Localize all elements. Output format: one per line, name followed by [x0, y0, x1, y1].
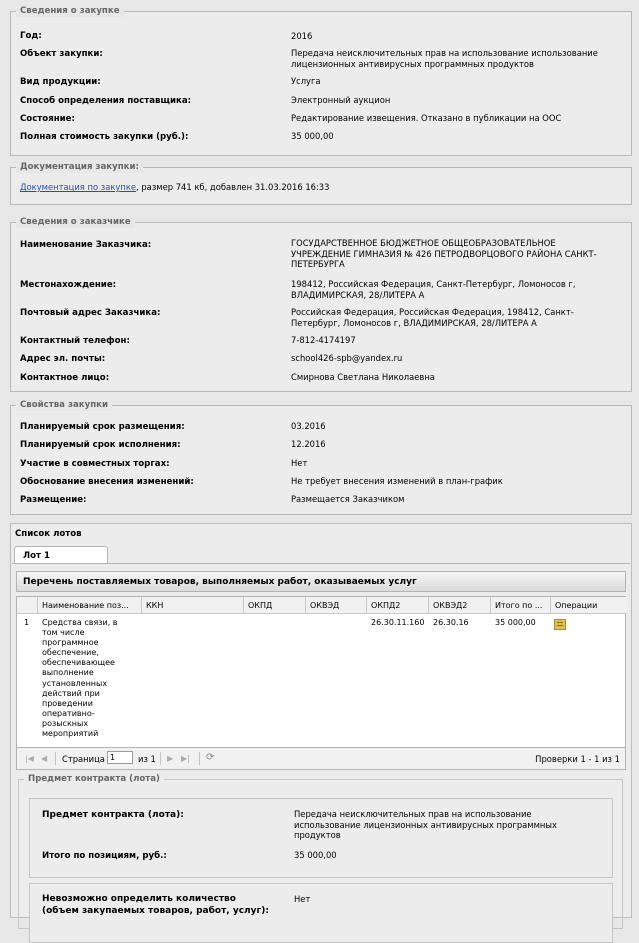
cost-label: Полная стоимость закупки (руб.): — [20, 132, 189, 142]
justification-label: Обоснование внесения изменений: — [20, 477, 194, 487]
pager-separator — [199, 752, 200, 765]
joint-tenders-value: Нет — [291, 458, 308, 468]
row-name-line: обеспечение, — [42, 648, 99, 658]
contract-legend: Предмет контракта (лота) — [24, 774, 164, 785]
col-okved[interactable]: ОКВЭД — [306, 597, 367, 614]
grid-pager — [16, 748, 626, 770]
lots-panel — [10, 523, 632, 918]
joint-tenders-label: Участие в совместных торгах: — [20, 459, 170, 469]
year-value: 2016 — [291, 31, 313, 41]
col-num — [17, 597, 38, 614]
phone-label: Контактный телефон: — [20, 336, 130, 346]
documentation-info: , размер 741 кб, добавлен 31.03.2016 16:33 — [136, 182, 330, 192]
row-name-line: выполнение — [42, 668, 94, 678]
properties-section — [10, 400, 632, 515]
first-page-icon[interactable]: |◀ — [25, 754, 34, 763]
contact-label: Контактное лицо: — [20, 373, 110, 383]
subject-value: Передача неисключительных прав на использование использование лицензионных антивирусных программных продуктов — [294, 809, 557, 841]
procurement-section — [10, 6, 632, 156]
method-label: Способ определения поставщика: — [20, 96, 192, 106]
col-name[interactable]: Наименование поз... — [38, 597, 142, 614]
row-name-line: розыскных — [42, 718, 89, 728]
execution-date-label: Планируемый срок исполнения: — [20, 440, 181, 450]
customer-legend: Сведения о заказчике — [16, 217, 135, 228]
state-value: Редактирование извещения. Отказано в публикации на ООС — [291, 113, 562, 123]
records-count: Проверки 1 - 1 из 1 — [535, 754, 620, 764]
row-name-line: действий при — [42, 688, 100, 698]
row-name-line: том числе — [42, 628, 85, 638]
row-name-line: Средства связи, в — [42, 618, 118, 627]
items-total-label: Итого по позициям, руб.: — [42, 851, 167, 861]
customer-name-value: ГОСУДАРСТВЕННОЕ БЮДЖЕТНОЕ ОБЩЕОБРАЗОВАТЕЛЬНОЕ УЧРЕЖДЕНИЕ ГИМНАЗИЯ № 426 ПЕТРОДВОРЦОВОГО РАЙОНА САНКТ-ПЕТЕРБУРГА — [291, 238, 597, 270]
col-okpd[interactable]: ОКПД — [244, 597, 306, 614]
email-value: school426-spb@yandex.ru — [291, 353, 403, 363]
page-input[interactable] — [107, 751, 133, 764]
tab-divider — [12, 563, 630, 564]
pager-separator — [55, 752, 56, 765]
location-label: Местонахождение: — [20, 280, 117, 290]
next-page-icon[interactable]: ▶ — [167, 754, 174, 763]
contact-value: Смирнова Светлана Николаевна — [291, 372, 435, 382]
col-operations[interactable]: Операции — [551, 597, 627, 614]
quantity-value: Нет — [294, 894, 311, 904]
location-value: 198412, Российская Федерация, Санкт-Петербург, Ломоносов г, ВЛАДИМИРСКАЯ, 28/ЛИТЕРА А — [291, 279, 576, 300]
documentation-link[interactable]: Документация по закупке — [20, 182, 137, 192]
phone-value: 7-812-4174197 — [291, 335, 356, 345]
col-okpd2[interactable]: ОКПД2 — [367, 597, 429, 614]
product-type-value: Услуга — [291, 76, 321, 86]
year-label: Год: — [20, 31, 42, 41]
procurement-legend: Сведения о закупке — [16, 6, 124, 17]
subject-label: Предмет контракта (лота): — [42, 810, 184, 820]
cost-value: 35 000,00 — [291, 131, 334, 141]
items-total-value: 35 000,00 — [294, 850, 337, 860]
object-value: Передача неисключительных прав на использование использование лицензионных антивирусных программных продуктов — [291, 48, 598, 69]
items-grid — [16, 596, 626, 748]
row-okved2: 26.30.16 — [433, 618, 469, 627]
tab-lot-1-label: Лот 1 — [23, 551, 50, 561]
refresh-icon[interactable]: ⟳ — [206, 752, 215, 763]
execution-date-value: 12.2016 — [291, 439, 326, 449]
row-name-line: установленных — [42, 678, 108, 688]
row-name — [42, 618, 118, 739]
documentation-section — [10, 162, 632, 205]
col-kkn[interactable]: ККН — [142, 597, 244, 614]
prev-page-icon[interactable]: ◀ — [41, 754, 48, 763]
row-name-line: программное — [42, 638, 99, 648]
product-type-label: Вид продукции: — [20, 77, 101, 87]
contract-box — [29, 798, 613, 878]
customer-name-label: Наименование Заказчика: — [20, 240, 152, 250]
placement-value: Размещается Заказчиком — [291, 494, 405, 504]
last-page-icon[interactable]: ▶| — [181, 754, 190, 763]
grid-title: Перечень поставляемых товаров, выполняемых работ, оказываемых услуг — [23, 577, 417, 587]
page-label: Страница — [62, 754, 105, 764]
row-name-line: обеспечивающее — [42, 658, 115, 668]
quantity-box — [29, 883, 613, 943]
quantity-label-2: (объем закупаемых товаров, работ, услуг): — [42, 906, 269, 916]
method-value: Электронный аукцион — [291, 95, 391, 105]
placement-date-value: 03.2016 — [291, 421, 326, 431]
operations-icon[interactable] — [554, 619, 566, 630]
row-name-line: проведении — [42, 698, 93, 708]
documentation-line — [20, 182, 329, 192]
customer-section — [10, 217, 632, 392]
grid-title-bar — [16, 571, 626, 592]
contract-section — [18, 774, 623, 929]
placement-date-label: Планируемый срок размещения: — [20, 422, 185, 432]
email-label: Адрес эл. почты: — [20, 354, 106, 364]
placement-label: Размещение: — [20, 495, 87, 505]
row-number: 1 — [24, 618, 30, 627]
postal-value: Российская Федерация, Российская Федерация, 198412, Санкт-Петербург, Ломоносов г, ВЛАДИМИРСКАЯ, 28/ЛИТЕРА А — [291, 307, 574, 328]
tab-lot-1[interactable] — [14, 546, 108, 564]
pager-separator — [160, 752, 161, 765]
properties-legend: Свойства закупки — [16, 400, 112, 411]
row-okpd2: 26.30.11.160 — [371, 618, 425, 627]
state-label: Состояние: — [20, 114, 75, 124]
page-of: из 1 — [138, 754, 156, 764]
justification-value: Не требует внесения изменений в план-график — [291, 476, 503, 486]
postal-label: Почтовый адрес Заказчика: — [20, 308, 161, 318]
col-okved2[interactable]: ОКВЭД2 — [429, 597, 491, 614]
quantity-label-1: Невозможно определить количество — [42, 894, 236, 904]
col-total[interactable]: Итого по ... — [491, 597, 551, 614]
row-name-line: оперативно- — [42, 708, 95, 718]
row-total: 35 000,00 — [495, 618, 536, 627]
object-label: Объект закупки: — [20, 49, 103, 59]
lots-title: Список лотов — [15, 529, 82, 539]
row-name-line: мероприятий — [42, 729, 99, 739]
documentation-legend: Документация закупки: — [16, 162, 143, 173]
